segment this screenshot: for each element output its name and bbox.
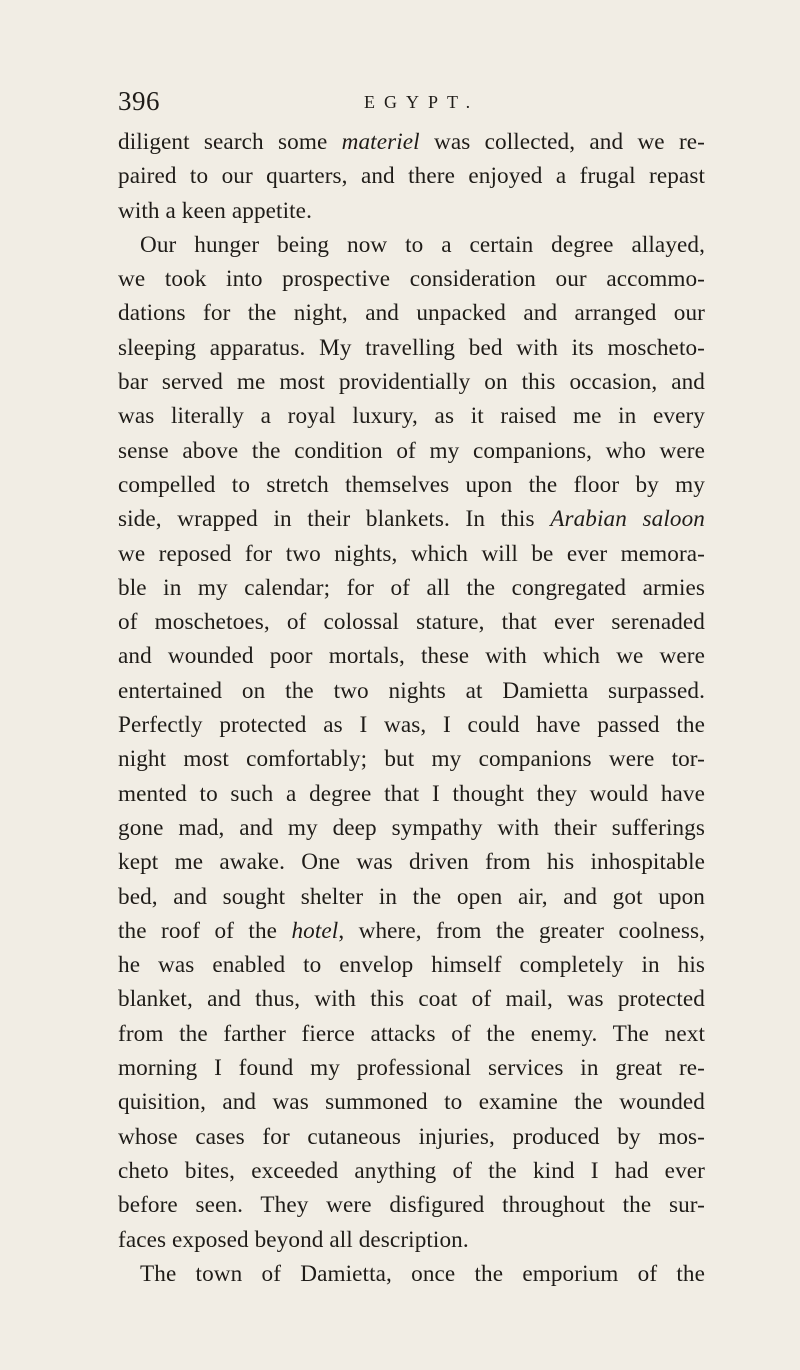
text-line: before seen. They were disfigured throughout the sur-	[118, 1192, 705, 1219]
page-header	[118, 86, 700, 116]
text-line: morning I found my professional services in great re-	[118, 1055, 705, 1082]
text-line: from the farther fierce attacks of the enemy. The next	[118, 1020, 705, 1047]
text-line: side, wrapped in their blankets. In this Arabian saloon	[118, 506, 705, 533]
text-line: faces exposed beyond all description.	[118, 1226, 469, 1253]
page-number: 396	[118, 86, 160, 116]
text-line: The town of Damietta, once the emporium of the	[140, 1260, 705, 1287]
text-line: blanket, and thus, with this coat of mail, was protected	[118, 986, 705, 1013]
text-line: of moschetoes, of colossal stature, that ever serenaded	[118, 609, 705, 636]
text-line: dations for the night, and unpacked and arranged our	[118, 300, 705, 327]
text-line: paired to our quarters, and there enjoyed a frugal repast	[118, 163, 705, 190]
text-line: sense above the condition of my companions, who were	[118, 437, 705, 464]
text-line: Perfectly protected as I was, I could have passed the	[118, 712, 705, 739]
text-line: whose cases for cutaneous injuries, produced by mos-	[118, 1123, 705, 1150]
text-line: diligent search some materiel was collected, and we re-	[118, 129, 705, 155]
text-line: bed, and sought shelter in the open air, and got upon	[118, 883, 705, 910]
text-line: he was enabled to envelop himself completely in his	[118, 952, 705, 979]
text-line: kept me awake. One was driven from his inhospitable	[118, 849, 705, 876]
text-line: was literally a royal luxury, as it raised me in every	[118, 403, 705, 430]
text-line: compelled to stretch themselves upon the floor by my	[118, 471, 705, 498]
text-line: entertained on the two nights at Damietta surpassed.	[118, 677, 705, 704]
text-line: we reposed for two nights, which will be ever memora-	[118, 540, 705, 567]
text-line: gone mad, and my deep sympathy with their sufferings	[118, 814, 705, 841]
text-line: cheto bites, exceeded anything of the kind I had ever	[118, 1157, 705, 1184]
text-line: ble in my calendar; for of all the congregated armies	[118, 574, 705, 601]
text-line: bar served me most providentially on this occasion, and	[118, 369, 705, 396]
text-line: quisition, and was summoned to examine the wounded	[118, 1089, 705, 1116]
text-line: we took into prospective consideration our accommo-	[118, 266, 705, 293]
text-line: Our hunger being now to a certain degree allayed,	[140, 231, 705, 258]
running-head: EGYPT.	[364, 92, 480, 112]
text-line: night most comfortably; but my companions were tor-	[118, 746, 705, 773]
text-line: the roof of the hotel, where, from the greater coolness,	[118, 917, 705, 944]
text-line: sleeping apparatus. My travelling bed with its moscheto-	[118, 334, 705, 361]
text-line: and wounded poor mortals, these with which we were	[118, 643, 705, 670]
text-line: with a keen appetite.	[118, 197, 312, 224]
body-text	[118, 125, 705, 1291]
text-line: mented to such a degree that I thought they would have	[118, 780, 705, 807]
